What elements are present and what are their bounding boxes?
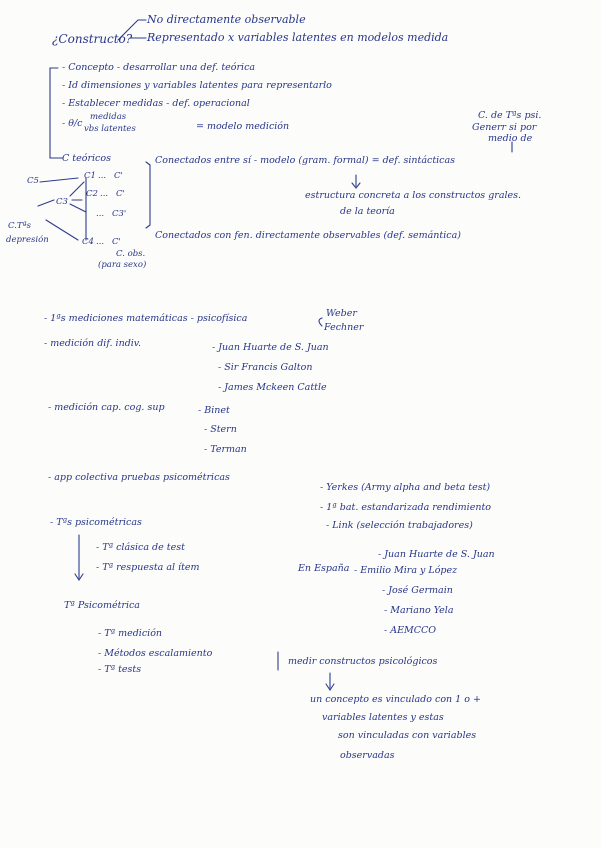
history-dif-2: - Sir Francis Galton — [218, 362, 313, 373]
spain-5: - AEMCCO — [384, 625, 437, 636]
list-item-measures: - Establecer medidas - def. operacional — [62, 98, 250, 109]
note-medio: medio de — [488, 133, 533, 144]
diagram-c3p: C3' — [112, 209, 127, 219]
history-weber: Weber — [326, 308, 357, 319]
spain-4: - Mariano Yela — [384, 605, 454, 616]
diagram-depresion: depresión — [6, 235, 49, 245]
history-dif: - medición dif. indiv. — [44, 338, 142, 349]
concept-line-4: observadas — [340, 750, 395, 761]
psico-2: - Métodos escalamiento — [98, 648, 213, 659]
diagram-c2: C2 — [86, 189, 98, 199]
theories-item-2: - Tª respuesta al ítem — [96, 562, 200, 573]
medir-constructos: medir constructos psicológicos — [288, 656, 438, 667]
diagram-dots-1: ... — [98, 171, 107, 181]
psico-3: - Tª tests — [98, 664, 142, 675]
diagram-c-tas: C.Tªs — [8, 221, 31, 231]
history-dif-1: - Juan Huarte de S. Juan — [212, 342, 329, 353]
history-dif-3: - James Mckeen Cattle — [218, 382, 327, 393]
history-app-2: - 1ª bat. estandarizada rendimiento — [320, 502, 491, 513]
diagram-c1: C1 — [84, 171, 96, 181]
diagram-c3: C3 — [56, 197, 68, 207]
history-app-1: - Yerkes (Army alpha and beta test) — [320, 482, 491, 493]
diagram-c5: C5 — [27, 176, 39, 186]
spain-3: - José Germain — [382, 585, 453, 596]
list-item-concept: - Concepto - desarrollar una def. teórica — [62, 62, 256, 73]
diagram-dots-2: ... — [100, 189, 109, 199]
concept-line-1: un concepto es vinculado con 1 o + — [310, 694, 481, 705]
c-teoricos-result-1: estructura concreta a los constructos grales. — [305, 190, 522, 201]
theories-item-1: - Tª clásica de test — [96, 542, 185, 553]
history-cap-3: - Terman — [204, 444, 247, 455]
list-item-medidas: medidas — [90, 112, 127, 122]
spain-2: - Emilio Mira y López — [354, 565, 458, 576]
c-teoricos-branch-b: Conectados con fen. directamente observables (def. semántica) — [155, 230, 461, 241]
branch-not-observable: No directamente observable — [147, 13, 306, 26]
psico-1: - Tª medición — [98, 628, 163, 639]
diagram-c4p: C' — [112, 237, 121, 247]
history-app: - app colectiva pruebas psicométricas — [48, 472, 230, 483]
list-item-theta-prefix: - θ/c — [62, 118, 83, 129]
spain-label: En España — [298, 563, 350, 574]
history-fechner: Fechner — [324, 322, 364, 333]
note-c-tas: C. de Tªs psi. — [478, 110, 542, 121]
list-item-dimensions: - Id dimensiones y variables latentes para representarlo — [62, 80, 332, 91]
history-first: - 1ªs mediciones matemáticas - psicofísica — [44, 313, 248, 324]
history-cap: - medición cap. cog. sup — [48, 402, 165, 413]
history-cap-1: - Binet — [198, 405, 230, 416]
psico-title: Tª Psicométrica — [64, 600, 140, 611]
c-teoricos-branch-a: Conectados entre sí - modelo (gram. formal) = def. sintácticas — [155, 155, 456, 166]
diagram-c4: C4 — [82, 237, 94, 247]
question-constructo: ¿Constructo? — [52, 32, 133, 46]
diagram-c2p: C' — [116, 189, 125, 199]
note-generr: Generr si por — [472, 122, 537, 133]
diagram-para-sexo: (para sexo) — [98, 260, 147, 270]
diagram-c1p: C' — [114, 171, 123, 181]
concept-line-3: son vinculadas con variables — [338, 730, 477, 741]
diagram-dots-4: ... — [96, 237, 105, 247]
list-item-model: = modelo medición — [196, 121, 290, 132]
c-teoricos-result-2: de la teoría — [340, 206, 395, 217]
history-app-3: - Link (selección trabajadores) — [326, 520, 473, 531]
list-item-vbs-latentes: vbs latentes — [84, 124, 136, 134]
theories-title: - Tªs psicométricas — [50, 517, 142, 528]
spain-1: - Juan Huarte de S. Juan — [378, 549, 495, 560]
c-teoricos-label: C teóricos — [62, 153, 111, 164]
diagram-dots-3: ... — [96, 209, 105, 219]
history-cap-2: - Stern — [204, 424, 237, 435]
diagram-c-obs: C. obs. — [116, 249, 146, 259]
branch-latent-vars: Representado x variables latentes en modelos medida — [147, 31, 449, 44]
concept-line-2: variables latentes y estas — [322, 712, 444, 723]
